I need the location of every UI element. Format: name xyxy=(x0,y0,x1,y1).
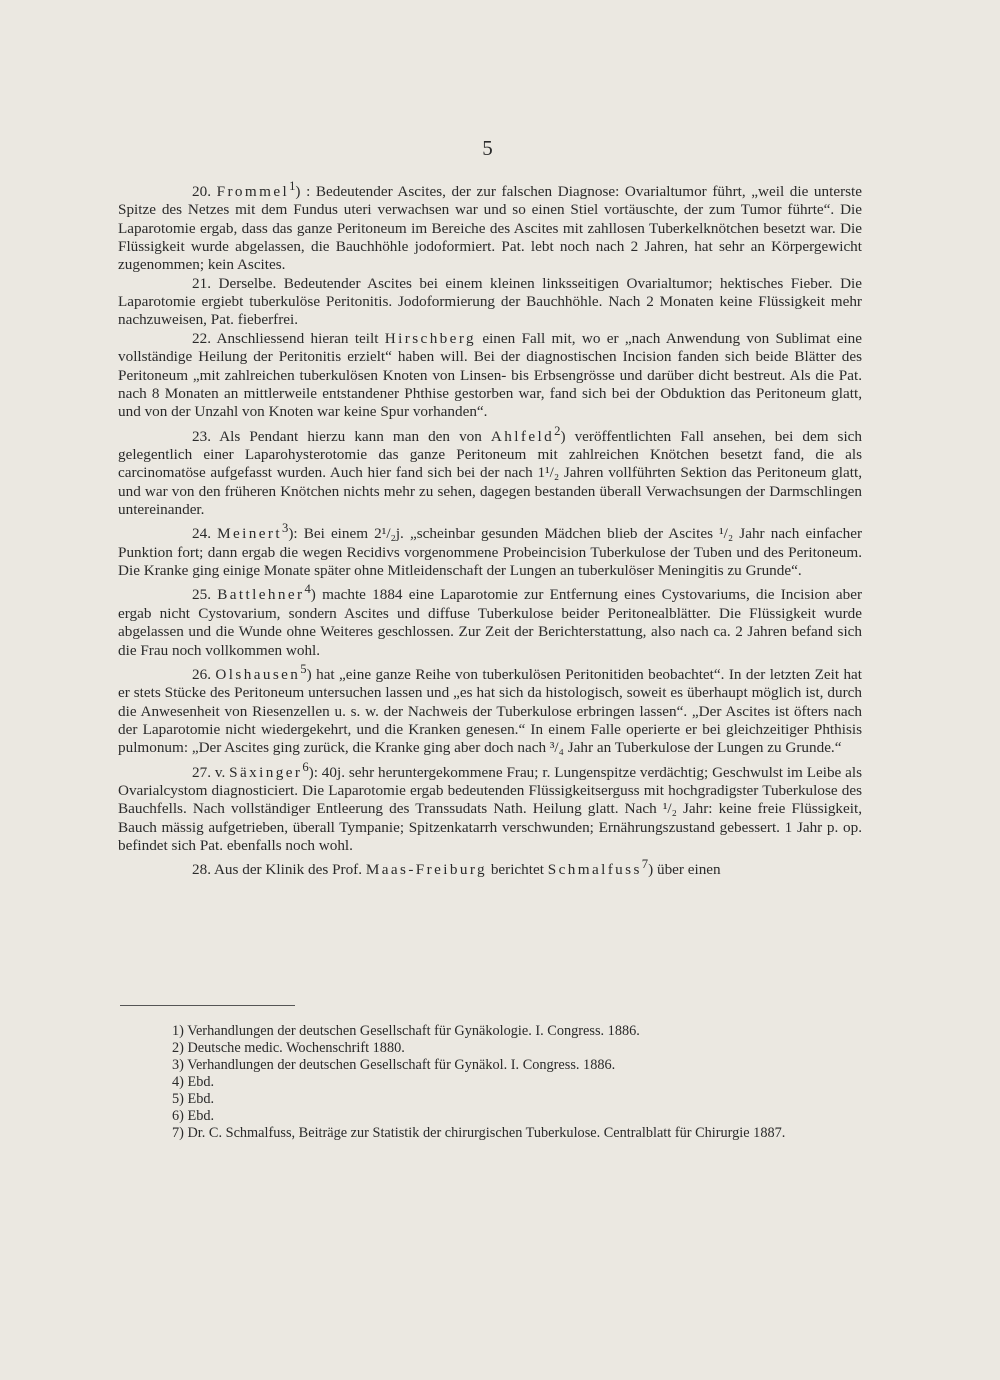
paragraph-27: 27. v. Säxinger$^6$): 40j. sehr heruntergekommene Frau; r. Lungenspitze verdächtig; Geschwulst im Leibe als Ovarialcystom diagnosticiert. Die Laparotomie ergab bedeutenden Flüssigkeitserguss mit hochgradigster Tuberkulose des Bauchfells. Nach vollständiger Entleerung des Transsudats Nath. Heilung glatt. Nach ¹/₂ Jahr: keine freie Flüssigkeit, Bauch mässig aufgetrieben, überall Tympanie; Spitzenkatarrh verschwunden; Ernährungszustand gebessert. 1 Jahr p. op. befindet sich Pat. ebenfalls noch wohl. xyxy=(118,759,863,855)
paragraph-21 xyxy=(118,275,862,330)
paragraph-number: 27. xyxy=(192,763,211,781)
paragraph-text: berichtet xyxy=(490,861,544,879)
author-name: Olshausen xyxy=(215,665,301,683)
paragraph-text: : Bedeutender Ascites, der zur falschen Diagnose: Ovarialtumor führt, „weil die unterste Spitze des Netzes mit dem Fundus uteri verwachsen war und so einen Stiel vortäuschte, der zum Tumor führte“. Die Laparotomie ergab, dass das ganze Peritoneum im Bereiche des Ascites mit zahllosen Tuberkelknötchen besetzt war. Die Flüssigkeit wurde abgelassen, die Bauchhöhle jodoformiert. Pat. lebt noch nach 2 Jahren, hat sehr an Körpergewicht zugenommen; kein Ascites. xyxy=(118,183,862,274)
footnote-ref: 2 xyxy=(554,423,561,438)
page-number: 5 xyxy=(482,136,493,160)
footnote-item: 2) Deutsche medic. Wochenschrift 1880. xyxy=(172,1040,405,1056)
paragraph-text: Aus der Klinik des Prof. xyxy=(213,861,363,879)
author-name: Maas-Freiburg xyxy=(365,861,488,879)
footnote-divider xyxy=(120,1005,295,1006)
paragraph-24: 24. Meinert$^3$): Bei einem 2¹/₂j. „scheinbar gesunden Mädchen blieb der Ascites ¹/₂ Jahr nach einfacher Punktion fort; dann ergab die wegen Recidivs vorgenommene Probeincision Tuberkulose der Tuben und des Peritoneum. Die Kranke ging einige Monate später ohne Mitleidenschaft der Lungen an tuberkulöser Meningitis zu Grunde“. xyxy=(118,521,862,580)
paragraph-text: veröffentlichten Fall ansehen, bei dem sich gelegentlich einer Laparohysterotomie das ganze Peritoneum mit zahlreichen Knötchen besetzt fand, die als carcinomatöse aufgefasst wurden. Auch hier fand sich bei der nach 1¹/₂ Jahren vollführten Sektion das Peritoneum glatt, und war von den früheren Knötchen nichts mehr zu sehen, dagegen bestanden überall Verwachsungen der Darmschlingen untereinander. xyxy=(118,427,863,518)
footnote-ref: 7 xyxy=(641,857,649,872)
author-name: Frommel xyxy=(216,183,290,201)
paragraph-text: v. xyxy=(214,763,226,781)
paragraph-28: 28. Aus der Klinik des Prof. Maas-Freiburg berichtet Schmalfuss$^7$) über einen xyxy=(192,857,721,879)
paragraph-text: machte 1884 eine Laparotomie zur Entfernung eines Cystovariums, die Incision aber ergab nicht Cystovarium, sondern Ascites und diffuse Tuberkulose beider Peritonealblätter. Die Flüssigkeit wurde abgelassen und die Wunde ohne Weiteres geschlossen. Zur Zeit der Berichterstattung, also nach ca. 2 Jahren befand sich die Frau noch vollkommen wohl. xyxy=(118,586,863,659)
footnote-ref: 5 xyxy=(300,661,307,676)
paragraph-text: Derselbe. Bedeutender Ascites bei einem kleinen linksseitigen Ovarialtumor; hektisches Fieber. Die Laparotomie ergiebt tuberkulöse Peritonitis. Jodoformierung der Bauchhöhle. Nach 2 Monaten keine Flüssigkeit mehr nachzuweisen, Pat. fieberfrei. xyxy=(118,274,862,329)
author-name: Säxinger xyxy=(229,763,303,781)
paragraph-number: 22. xyxy=(192,329,211,347)
author-name: Battlehner xyxy=(217,586,305,604)
paragraph-number: 23. xyxy=(192,427,211,445)
paragraph-number: 24. xyxy=(192,525,211,543)
paragraph-number: 25. xyxy=(192,586,211,604)
paragraph-text: über einen xyxy=(656,861,721,879)
paragraph-22 xyxy=(118,330,862,422)
paragraph-number: 21. xyxy=(192,274,211,292)
paragraph-text: hat „eine ganze Reihe von tuberkulösen Peritonitiden beobachtet“. In der letzten Zeit hat er stets Stücke des Peritoneum untersuchen lassen und „es hat sich da histologisch, soweit es überhaupt möglich ist, durch die Anwesenheit von Riesenzellen u. s. w. der Nachweis der Tuberkulose erbringen lassen“. „Der Ascites ist öfters nach der Laparotomie nicht wiedergekehrt, und die Kranken genesen.“ In einem Falle operierte er bei gleichzeitiger Phthisis pulmonum: „Der Ascites ging zurück, die Kranke ging aber doch nach ³/₄ Jahr an Tuberkulose der Lungen zu Grunde.“ xyxy=(118,665,863,757)
footnote-ref: 6 xyxy=(302,759,309,774)
footnote-item: 5) Ebd. xyxy=(172,1091,215,1107)
footnote-item: 4) Ebd. xyxy=(172,1074,215,1090)
footnote-ref: 4 xyxy=(304,582,311,597)
footnote-ref: 3 xyxy=(282,521,289,536)
paragraph-number: 26. xyxy=(192,665,211,683)
paragraph-text: : Bei einem 2¹/₂j. „scheinbar gesunden Mädchen blieb der Ascites ¹/₂ Jahr nach einfacher Punktion fort; dann ergab die wegen Recidivs vorgenommene Probeincision Tuberkulose der Tuben und des Peritoneum. Die Kranke ging einige Monate später ohne Mitleidenschaft der Lungen an tuberkulöser Meningitis zu Grunde“. xyxy=(118,525,862,580)
paragraph-text: Als Pendant hierzu kann man den von xyxy=(219,427,482,445)
paragraph-number: 20. xyxy=(192,183,211,201)
paragraph-text: einen Fall mit, wo er „nach Anwendung von Sublimat eine vollständige Heilung der Peritonitis erzielt“ haben will. Bei der diagnostischen Incision fanden sich beide Blätter des Peritoneum „mit zahlreichen tuberkulösen Knoten von Linsen- bis Erbsengrösse und darüber dicht bestreut. Als die Pat. nach 8 Monaten an mittlerweile entstandener Phthise gestorben war, fand sich bei der Obduktion das Peritoneum glatt, und von der Unzahl von Knoten war keine Spur vorhanden“. xyxy=(118,329,862,421)
paragraph-25: 25. Battlehner$^4$) machte 1884 eine Laparotomie zur Entfernung eines Cystovariums, die Incision aber ergab nicht Cystovarium, sondern Ascites und diffuse Tuberkulose beider Peritonealblätter. Die Flüssigkeit wurde abgelassen und die Wunde ohne Weiteres geschlossen. Zur Zeit der Berichterstattung, also nach ca. 2 Jahren befand sich die Frau noch vollkommen wohl. xyxy=(118,582,863,659)
paragraph-text: Anschliessend hieran teilt xyxy=(216,329,379,347)
footnotes xyxy=(118,1023,862,1142)
footnote-item: 7) Dr. C. Schmalfuss, Beiträge zur Statistik der chirurgischen Tuberkulose. Centralblatt für Chirurgie 1887. xyxy=(172,1125,786,1141)
footnote-item: 6) Ebd. xyxy=(172,1108,215,1124)
body-text xyxy=(118,177,862,880)
author-name: Meinert xyxy=(217,525,282,543)
paragraph-20: 20. Frommel$^1$) : Bedeutender Ascites, der zur falschen Diagnose: Ovarialtumor führt, „weil die unterste Spitze des Netzes mit dem Fundus uteri verwachsen war und so einen Stiel vortäuschte, der zum Tumor führte“. Die Laparotomie ergab, dass das ganze Peritoneum im Bereiche des Ascites mit zahllosen Tuberkelknötchen besetzt war. Die Flüssigkeit wurde abgelassen, die Bauchhöhle jodoformiert. Pat. lebt noch nach 2 Jahren, hat sehr an Körpergewicht zugenommen; kein Ascites. xyxy=(118,179,862,274)
paragraph-text: : 40j. sehr heruntergekommene Frau; r. Lungenspitze verdächtig; Geschwulst im Leibe als Ovarialcystom diagnosticiert. Die Laparotomie ergab bedeutenden Flüssigkeitserguss mit hochgradigster Tuberkulose des Bauchfells. Nach vollständiger Entleerung des Transsudats Nath. Heilung glatt. Nach ¹/₂ Jahr: keine freie Flüssigkeit, Bauch mässig aufgetrieben, überall Tympanie; Spitzenkatarrh verschwunden; Ernährungszustand gebessert. 1 Jahr p. op. befindet sich Pat. ebenfalls noch wohl. xyxy=(118,763,863,855)
paragraph-23: 23. Als Pendant hierzu kann man den von Ahlfeld$^2$) veröffentlichten Fall ansehen, bei dem sich gelegentlich einer Laparohysterotomie das ganze Peritoneum mit zahlreichen Knötchen besetzt fand, die als carcinomatöse aufgefasst wurden. Auch hier fand sich bei der nach 1¹/₂ Jahren vollführten Sektion das Peritoneum glatt, und war von den früheren Knötchen nichts mehr zu sehen, dagegen bestanden überall Verwachsungen der Darmschlingen untereinander. xyxy=(118,423,863,518)
author-name: Ahlfeld xyxy=(490,427,555,445)
footnote-item: 1) Verhandlungen der deutschen Gesellschaft für Gynäkologie. I. Congress. 1886. xyxy=(172,1023,640,1039)
author-name: Hirschberg xyxy=(384,329,476,347)
footnote-ref: 1 xyxy=(289,179,296,193)
author-name: Schmalfuss xyxy=(547,861,642,879)
paragraph-26: 26. Olshausen$^5$) hat „eine ganze Reihe von tuberkulösen Peritonitiden beobachtet“. In der letzten Zeit hat er stets Stücke des Peritoneum untersuchen lassen und „es hat sich da histologisch, soweit es überhaupt möglich ist, durch die Anwesenheit von Riesenzellen u. s. w. der Nachweis der Tuberkulose erbringen lassen“. „Der Ascites ist öfters nach der Laparotomie nicht wiedergekehrt, und die Kranken genesen.“ In einem Falle operierte er bei gleichzeitiger Phthisis pulmonum: „Der Ascites ging zurück, die Kranke ging aber doch nach ³/₄ Jahr an Tuberkulose der Lungen zu Grunde.“ xyxy=(118,661,863,757)
paragraph-number: 28. xyxy=(192,861,211,879)
footnote-item: 3) Verhandlungen der deutschen Gesellschaft für Gynäkol. I. Congress. 1886. xyxy=(172,1057,616,1073)
